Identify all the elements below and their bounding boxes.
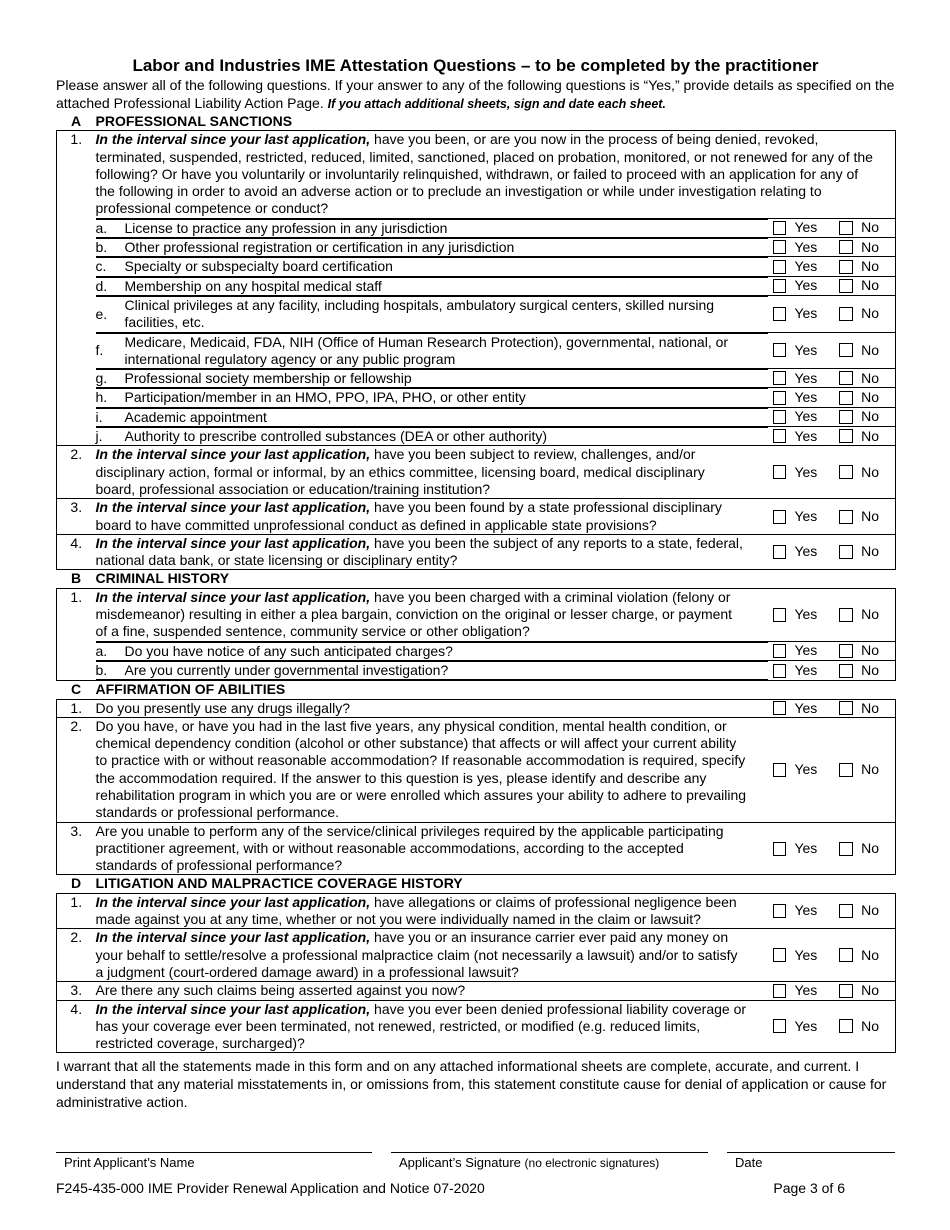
sub-letter: g. bbox=[96, 370, 125, 388]
yes-label: Yes bbox=[794, 946, 818, 963]
subquestion-a1e bbox=[57, 295, 896, 332]
no-label: No bbox=[861, 642, 880, 659]
yes-label: Yes bbox=[794, 661, 818, 678]
yes-checkbox[interactable] bbox=[773, 240, 787, 254]
no-checkbox[interactable] bbox=[839, 1019, 853, 1033]
warranty-statement: I warrant that all the statements made in this form and on any attached informational sheets are complete, accurate, and current. I understand that any material misstatements in, or omissions from, this statement constitute cause for denial of application or cause for administrative action. bbox=[56, 1058, 887, 1111]
section-title: PROFESSIONAL SANCTIONS bbox=[95, 113, 293, 129]
yes-label: Yes bbox=[794, 427, 818, 444]
no-checkbox[interactable] bbox=[839, 221, 853, 235]
question-body: have you been subject to review, challenges, and/or disciplinary action, formal or informal, by an ethics committee, licensing board, medical disciplinary board, professional association or education/training institution? bbox=[95, 446, 705, 497]
subquestion-b1a bbox=[57, 641, 896, 660]
yes-checkbox[interactable] bbox=[773, 391, 787, 405]
question-lead: In the interval since your last application, bbox=[95, 929, 371, 946]
sub-letter: a. bbox=[96, 642, 125, 660]
yes-label: Yes bbox=[794, 902, 818, 919]
no-checkbox[interactable] bbox=[839, 429, 853, 443]
section-b-header bbox=[57, 570, 896, 588]
no-label: No bbox=[861, 699, 880, 716]
sub-text: Membership on any hospital medical staff bbox=[125, 277, 768, 295]
yes-checkbox[interactable] bbox=[773, 260, 787, 274]
question-text bbox=[96, 534, 768, 570]
question-body: have you been the subject of any reports to a state, federal, national data bank, or state licensing or disciplinary entity? bbox=[95, 534, 743, 569]
question-text: Are you unable to perform any of the service/clinical privileges required by the applicable participating practitioner agreement, with or without reasonable accommodations, according to the accepted standards of professional performance? bbox=[96, 822, 768, 875]
yes-label: Yes bbox=[794, 463, 818, 480]
question-text bbox=[96, 893, 768, 929]
no-label: No bbox=[861, 507, 880, 524]
sub-letter: j. bbox=[96, 428, 125, 446]
page-number: Page 3 of 6 bbox=[773, 1180, 845, 1196]
question-body: have you been, or are you now in the process of being denied, revoked, terminated, suspended, restricted, reduced, limited, sanctioned, placed on probation, monitored, or not renewed for any of the following? Or have you voluntarily or involuntarily relinquished, withdrawn, or failed to proceed with an application for any of the following in order to avoid an adverse action or to preclude an investigation or while under investigation relating to professional competence or conduct? bbox=[95, 131, 873, 217]
no-label: No bbox=[861, 427, 880, 444]
question-d3 bbox=[57, 982, 896, 1000]
yes-label: Yes bbox=[794, 1017, 818, 1034]
section-letter: D bbox=[70, 875, 82, 892]
section-title: LITIGATION AND MALPRACTICE COVERAGE HISTORY bbox=[95, 875, 463, 892]
no-checkbox[interactable] bbox=[839, 608, 853, 622]
no-label: No bbox=[861, 661, 880, 678]
applicant-signature-label: Applicant’s Signature bbox=[399, 1155, 521, 1170]
yes-label: Yes bbox=[794, 277, 818, 294]
signature-note: (no electronic signatures) bbox=[524, 1156, 660, 1170]
yes-label: Yes bbox=[794, 761, 818, 778]
sub-text: Other professional registration or certification in any jurisdiction bbox=[125, 239, 768, 257]
sub-letter: f. bbox=[96, 333, 125, 368]
subquestion-a1f bbox=[57, 332, 896, 369]
no-label: No bbox=[861, 388, 880, 405]
sub-text: License to practice any profession in any jurisdiction bbox=[125, 219, 768, 237]
question-text bbox=[96, 929, 768, 982]
question-number: 1. bbox=[57, 131, 96, 218]
question-number: 3. bbox=[57, 982, 96, 1000]
sub-text: Do you have notice of any such anticipated charges? bbox=[125, 642, 768, 660]
date-label: Date bbox=[735, 1155, 763, 1170]
section-a-header bbox=[57, 113, 896, 131]
question-a4 bbox=[57, 534, 896, 570]
section-d-header bbox=[57, 875, 896, 893]
sub-text: Professional society membership or fellowship bbox=[125, 370, 768, 388]
yes-checkbox[interactable] bbox=[773, 343, 787, 357]
applicant-name-field[interactable] bbox=[56, 1152, 372, 1170]
subquestion-a1h bbox=[57, 388, 896, 407]
date-field[interactable] bbox=[727, 1152, 895, 1170]
yes-checkbox[interactable] bbox=[773, 371, 787, 385]
page-footer bbox=[56, 1180, 895, 1196]
question-number: 2. bbox=[57, 717, 96, 822]
intro-text bbox=[56, 76, 895, 113]
no-checkbox[interactable] bbox=[839, 410, 853, 424]
yes-label: Yes bbox=[794, 543, 818, 560]
sub-text: Medicare, Medicaid, FDA, NIH (Office of Human Research Protection), governmental, national, or international regulatory agency or any public program bbox=[125, 333, 768, 368]
sub-text: Authority to prescribe controlled substances (DEA or other authority) bbox=[125, 428, 768, 446]
question-a3 bbox=[57, 499, 896, 535]
question-number: 2. bbox=[57, 929, 96, 982]
no-label: No bbox=[861, 839, 880, 856]
no-label: No bbox=[861, 946, 880, 963]
question-c1 bbox=[57, 699, 896, 717]
intro-body: Please answer all of the following questions. If your answer to any of the following questions is “Yes,” provide details as specified on the attached Professional Liability Action Page. bbox=[56, 77, 895, 111]
subquestion-a1i bbox=[57, 407, 896, 426]
yes-label: Yes bbox=[794, 699, 818, 716]
no-checkbox[interactable] bbox=[839, 391, 853, 405]
no-checkbox[interactable] bbox=[839, 279, 853, 293]
no-checkbox[interactable] bbox=[839, 763, 853, 777]
no-label: No bbox=[861, 219, 880, 236]
no-checkbox[interactable] bbox=[839, 510, 853, 524]
sub-letter: d. bbox=[96, 277, 125, 295]
no-checkbox[interactable] bbox=[839, 545, 853, 559]
yes-checkbox[interactable] bbox=[773, 545, 787, 559]
form-id: F245-435-000 IME Provider Renewal Application and Notice 07-2020 bbox=[56, 1180, 485, 1196]
section-title: AFFIRMATION OF ABILITIES bbox=[95, 681, 286, 698]
section-letter: B bbox=[70, 570, 82, 587]
yes-label: Yes bbox=[794, 341, 818, 358]
yes-label: Yes bbox=[794, 238, 818, 255]
no-label: No bbox=[861, 761, 880, 778]
question-body: have you or an insurance carrier ever paid any money on your behalf to settle/resolve a professional malpractice claim (not necessarily a lawsuit) and/or to satisfy a judgment (court-ordered damage award) in a professional lawsuit? bbox=[95, 929, 738, 980]
question-lead: In the interval since your last application, bbox=[95, 499, 371, 516]
yes-label: Yes bbox=[794, 606, 818, 623]
subquestion-b1b bbox=[57, 660, 896, 680]
yes-label: Yes bbox=[794, 839, 818, 856]
yes-checkbox[interactable] bbox=[773, 763, 787, 777]
no-checkbox[interactable] bbox=[839, 842, 853, 856]
yes-label: Yes bbox=[794, 219, 818, 236]
yes-label: Yes bbox=[794, 642, 818, 659]
yes-checkbox[interactable] bbox=[773, 307, 787, 321]
question-body: have you ever been denied professional liability coverage or has your coverage ever been terminated, not renewed, restricted, or modified (e.g. reduced limits, restricted coverage, surcharged)? bbox=[95, 1000, 747, 1052]
question-number: 1. bbox=[57, 699, 96, 717]
question-lead: In the interval since your last application, bbox=[95, 588, 371, 605]
question-lead: In the interval since your last application, bbox=[95, 1000, 371, 1017]
page-title: Labor and Industries IME Attestation Questions – to be completed by the practitioner bbox=[132, 56, 819, 75]
yes-checkbox[interactable] bbox=[773, 608, 787, 622]
question-number: 3. bbox=[57, 822, 96, 875]
no-checkbox[interactable] bbox=[839, 948, 853, 962]
question-text: Do you have, or have you had in the last five years, any physical condition, mental health condition, or chemical dependency condition (alcohol or other substance) that affects or will affect your current ability to practice with or without reasonable accommodation? If reasonable accommodation is required, specify the accommodation required. If the answer to this question is yes, please identify and describe any rehabilitation program in which you are or were enrolled which assures your ability to adhere to prevailing standards or professional performance. bbox=[96, 717, 768, 822]
question-number: 1. bbox=[57, 588, 96, 641]
section-letter: C bbox=[70, 681, 82, 698]
subquestion-a1b bbox=[57, 238, 896, 257]
no-label: No bbox=[861, 305, 880, 322]
yes-checkbox[interactable] bbox=[773, 664, 787, 678]
question-c3 bbox=[57, 822, 896, 875]
attestation-table bbox=[56, 113, 896, 1053]
subquestion-a1g bbox=[57, 369, 896, 388]
yes-checkbox[interactable] bbox=[773, 1019, 787, 1033]
yes-checkbox[interactable] bbox=[773, 842, 787, 856]
no-checkbox[interactable] bbox=[839, 984, 853, 998]
no-checkbox[interactable] bbox=[839, 644, 853, 658]
question-number: 3. bbox=[57, 499, 96, 535]
yes-checkbox[interactable] bbox=[773, 510, 787, 524]
subquestion-a1c bbox=[57, 257, 896, 276]
intro-italic-note: If you attach additional sheets, sign and date each sheet. bbox=[327, 97, 666, 111]
no-label: No bbox=[861, 606, 880, 623]
question-text bbox=[96, 499, 768, 535]
sub-text: Clinical privileges at any facility, including hospitals, ambulatory surgical centers, skilled nursing facilities, etc. bbox=[125, 296, 768, 331]
yes-checkbox[interactable] bbox=[773, 948, 787, 962]
no-label: No bbox=[861, 238, 880, 255]
sub-letter: c. bbox=[96, 258, 125, 276]
applicant-name-label: Print Applicant’s Name bbox=[64, 1155, 195, 1170]
sub-text: Are you currently under governmental investigation? bbox=[125, 661, 768, 679]
no-label: No bbox=[861, 543, 880, 560]
no-label: No bbox=[861, 408, 880, 425]
sub-letter: a. bbox=[96, 219, 125, 237]
yes-checkbox[interactable] bbox=[773, 221, 787, 235]
question-d1 bbox=[57, 893, 896, 929]
no-label: No bbox=[861, 463, 880, 480]
yes-checkbox[interactable] bbox=[773, 701, 787, 715]
form-page bbox=[56, 56, 895, 1111]
yes-checkbox[interactable] bbox=[773, 984, 787, 998]
question-number: 4. bbox=[57, 1000, 96, 1053]
signature-block bbox=[56, 1152, 895, 1172]
yes-label: Yes bbox=[794, 305, 818, 322]
no-checkbox[interactable] bbox=[839, 260, 853, 274]
question-text bbox=[96, 1000, 768, 1053]
question-lead: In the interval since your last application, bbox=[95, 534, 371, 551]
question-a1 bbox=[57, 131, 896, 218]
yes-checkbox[interactable] bbox=[773, 644, 787, 658]
no-checkbox[interactable] bbox=[839, 701, 853, 715]
question-number: 1. bbox=[57, 893, 96, 929]
yes-checkbox[interactable] bbox=[773, 279, 787, 293]
sub-letter: b. bbox=[96, 239, 125, 257]
no-checkbox[interactable] bbox=[839, 307, 853, 321]
question-text bbox=[96, 588, 768, 641]
no-label: No bbox=[861, 277, 880, 294]
question-text: Do you presently use any drugs illegally? bbox=[96, 699, 768, 717]
question-text bbox=[96, 131, 896, 218]
sub-letter: e. bbox=[96, 296, 125, 331]
no-label: No bbox=[861, 341, 880, 358]
sub-letter: i. bbox=[96, 408, 125, 426]
no-checkbox[interactable] bbox=[839, 465, 853, 479]
sub-letter: h. bbox=[96, 389, 125, 407]
yes-label: Yes bbox=[794, 388, 818, 405]
yes-label: Yes bbox=[794, 408, 818, 425]
yes-label: Yes bbox=[794, 257, 818, 274]
question-d2 bbox=[57, 929, 896, 982]
question-body: have you been found by a state professional disciplinary board to have committed unprofessional conduct as defined in applicable state provisions? bbox=[95, 499, 722, 533]
no-checkbox[interactable] bbox=[839, 904, 853, 918]
question-text: Are there any such claims being asserted against you now? bbox=[96, 982, 768, 1000]
question-lead: In the interval since your last application, bbox=[95, 131, 371, 148]
subquestion-a1a bbox=[57, 218, 896, 237]
no-label: No bbox=[861, 902, 880, 919]
no-checkbox[interactable] bbox=[839, 343, 853, 357]
question-text bbox=[96, 446, 768, 499]
yes-label: Yes bbox=[794, 982, 818, 999]
question-lead: In the interval since your last application, bbox=[95, 893, 371, 910]
question-a2 bbox=[57, 446, 896, 499]
yes-checkbox[interactable] bbox=[773, 465, 787, 479]
yes-checkbox[interactable] bbox=[773, 410, 787, 424]
question-body: have you been charged with a criminal violation (felony or misdemeanor) resulting in either a plea bargain, conviction on the original or lesser charge, or payment of a fine, suspended sentence, community service or other obligation? bbox=[95, 588, 733, 640]
no-label: No bbox=[861, 1017, 880, 1034]
yes-label: Yes bbox=[794, 507, 818, 524]
question-number: 2. bbox=[57, 446, 96, 499]
question-c2 bbox=[57, 717, 896, 822]
sub-letter: b. bbox=[96, 661, 125, 679]
sub-text: Specialty or subspecialty board certification bbox=[125, 258, 768, 276]
section-letter: A bbox=[70, 113, 82, 129]
no-label: No bbox=[861, 257, 880, 274]
question-d4 bbox=[57, 1000, 896, 1053]
section-c-header bbox=[57, 681, 896, 699]
subquestion-a1j bbox=[57, 427, 896, 446]
no-checkbox[interactable] bbox=[839, 371, 853, 385]
question-number: 4. bbox=[57, 534, 96, 570]
no-checkbox[interactable] bbox=[839, 664, 853, 678]
yes-checkbox[interactable] bbox=[773, 904, 787, 918]
question-lead: In the interval since your last application, bbox=[95, 446, 371, 463]
yes-label: Yes bbox=[794, 369, 818, 386]
applicant-signature-field[interactable] bbox=[391, 1152, 708, 1170]
no-label: No bbox=[861, 982, 880, 999]
sub-text: Academic appointment bbox=[125, 408, 768, 426]
yes-checkbox[interactable] bbox=[773, 429, 787, 443]
no-label: No bbox=[861, 369, 880, 386]
question-b1 bbox=[57, 588, 896, 641]
question-body: have allegations or claims of professional negligence been made against you at any time, whether or not you were individually named in the claim or lawsuit? bbox=[95, 893, 737, 928]
subquestion-a1d bbox=[57, 276, 896, 295]
sub-text: Participation/member in an HMO, PPO, IPA, PHO, or other entity bbox=[125, 389, 768, 407]
section-title: CRIMINAL HISTORY bbox=[95, 570, 230, 587]
no-checkbox[interactable] bbox=[839, 240, 853, 254]
